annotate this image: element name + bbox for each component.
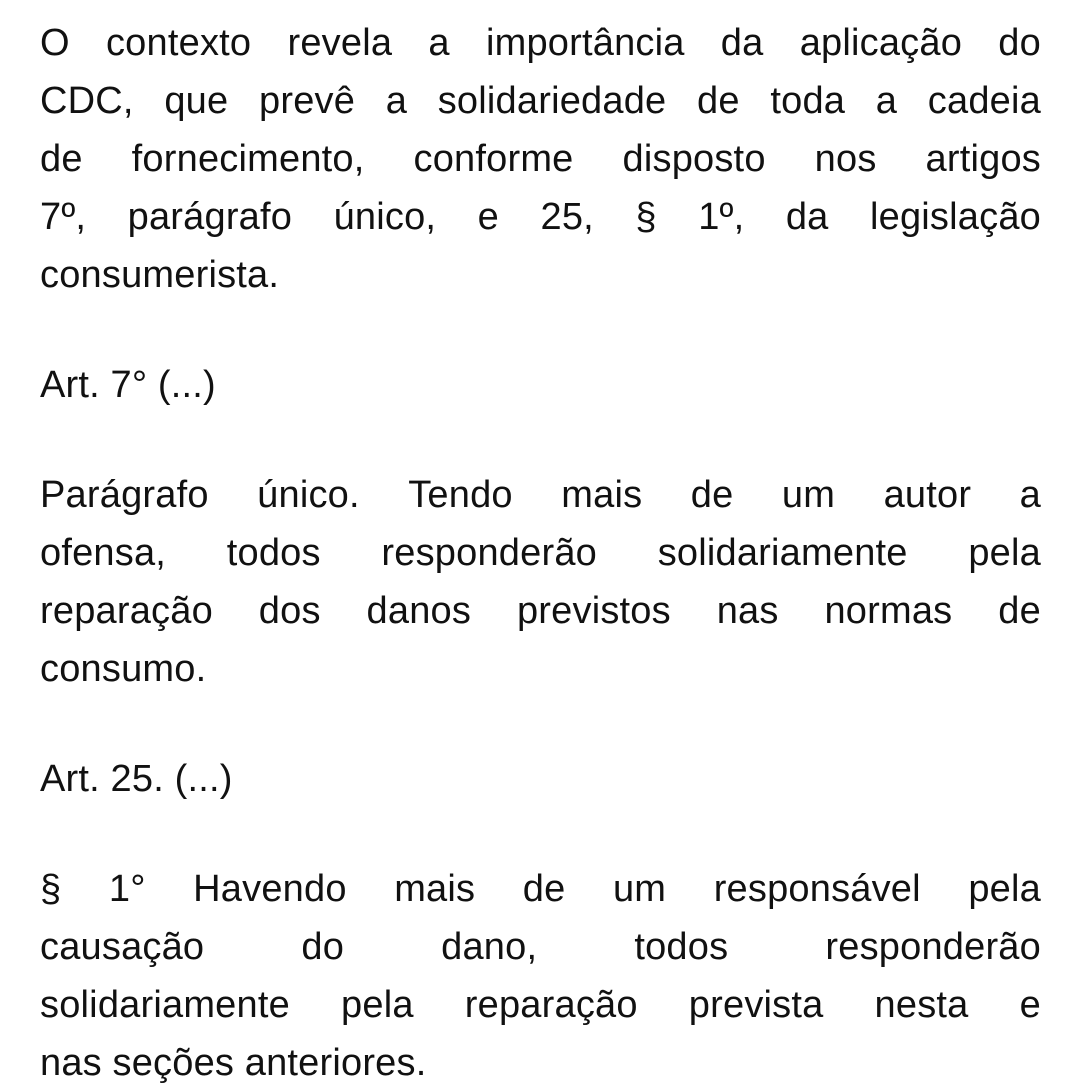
word: pela — [968, 868, 1041, 910]
word: danos — [366, 590, 472, 632]
text-line — [40, 188, 1041, 246]
word: § — [40, 868, 62, 910]
word: nas — [716, 590, 779, 632]
text-line — [40, 640, 1041, 698]
word: contexto — [105, 22, 252, 64]
word: Art. — [40, 758, 100, 800]
word: responderão — [825, 926, 1041, 968]
word: de — [690, 474, 734, 516]
text-line — [40, 14, 1041, 72]
text-line — [40, 246, 1041, 304]
word: de — [522, 868, 566, 910]
word: causação — [40, 926, 205, 968]
word: CDC, — [40, 80, 134, 122]
word: de — [40, 138, 83, 180]
word: importância — [485, 22, 685, 64]
word: um — [781, 474, 836, 516]
word: legislação — [869, 196, 1041, 238]
text-line — [40, 582, 1041, 640]
word: consumerista. — [40, 254, 280, 296]
word: aplicação — [799, 22, 963, 64]
art25-paragrafo-1 — [40, 860, 1041, 1092]
word: Parágrafo — [40, 474, 209, 516]
word: dos — [258, 590, 321, 632]
word: 7° — [110, 364, 148, 406]
word: nesta — [874, 984, 969, 1026]
word: dano, — [441, 926, 538, 968]
word: reparação — [464, 984, 638, 1026]
word: consumo. — [40, 648, 207, 690]
word: nos — [814, 138, 877, 180]
word: do — [301, 926, 345, 968]
paragraph-spacer — [40, 414, 1041, 466]
text-line — [40, 130, 1041, 188]
word: todos — [634, 926, 729, 968]
word: ofensa, — [40, 532, 167, 574]
word: revela — [287, 22, 393, 64]
word: disposto — [622, 138, 766, 180]
word: a — [1019, 474, 1041, 516]
word: (...) — [157, 364, 216, 406]
word: de — [697, 80, 740, 122]
text-line — [40, 524, 1041, 582]
word: autor — [883, 474, 972, 516]
word: 25. — [110, 758, 164, 800]
word: único, — [333, 196, 437, 238]
word: da — [785, 196, 829, 238]
document-body — [40, 14, 1041, 1092]
word: Tendo — [408, 474, 513, 516]
word: seções — [112, 1042, 235, 1084]
word: e — [477, 196, 500, 238]
word: solidariamente — [40, 984, 290, 1026]
art7-heading — [40, 356, 1041, 414]
word: parágrafo — [127, 196, 293, 238]
word: prevê — [259, 80, 356, 122]
word: 1º, — [698, 196, 745, 238]
word: pela — [968, 532, 1041, 574]
word: 25, — [540, 196, 594, 238]
word: pela — [341, 984, 414, 1026]
word: mais — [394, 868, 476, 910]
word: nas — [40, 1042, 102, 1084]
word: a — [428, 22, 450, 64]
text-line — [40, 466, 1041, 524]
word: a — [875, 80, 898, 122]
word: responsável — [713, 868, 921, 910]
paragraph-spacer — [40, 698, 1041, 750]
paragraph-spacer — [40, 304, 1041, 356]
word: Havendo — [193, 868, 347, 910]
word: cadeia — [927, 80, 1041, 122]
word: normas — [824, 590, 953, 632]
word: toda — [770, 80, 846, 122]
word: solidariamente — [657, 532, 908, 574]
word: que — [164, 80, 229, 122]
word: artigos — [925, 138, 1041, 180]
word: 1° — [108, 868, 146, 910]
word: anteriores. — [244, 1042, 427, 1084]
text-line — [40, 72, 1041, 130]
text-line — [40, 1034, 1041, 1092]
text-line — [40, 860, 1041, 918]
word: responderão — [381, 532, 597, 574]
word: 7º, — [40, 196, 87, 238]
word: da — [720, 22, 764, 64]
text-line — [40, 976, 1041, 1034]
word: um — [612, 868, 667, 910]
word: § — [635, 196, 657, 238]
word: solidariedade — [437, 80, 667, 122]
art7-paragrafo-unico — [40, 466, 1041, 698]
word: O — [40, 22, 70, 64]
paragraph-spacer — [40, 808, 1041, 860]
intro-paragraph — [40, 14, 1041, 304]
word: previstos — [516, 590, 671, 632]
text-line — [40, 918, 1041, 976]
word: de — [998, 590, 1041, 632]
word: único. — [257, 474, 360, 516]
word: todos — [226, 532, 321, 574]
word: e — [1019, 984, 1041, 1026]
word: Art. — [40, 364, 100, 406]
word: mais — [561, 474, 643, 516]
art25-heading — [40, 750, 1041, 808]
word: conforme — [413, 138, 574, 180]
word: (...) — [174, 758, 233, 800]
word: a — [385, 80, 408, 122]
text-line — [40, 356, 1041, 414]
word: fornecimento, — [131, 138, 365, 180]
word: prevista — [688, 984, 824, 1026]
word: do — [998, 22, 1041, 64]
text-line — [40, 750, 1041, 808]
word: reparação — [40, 590, 213, 632]
